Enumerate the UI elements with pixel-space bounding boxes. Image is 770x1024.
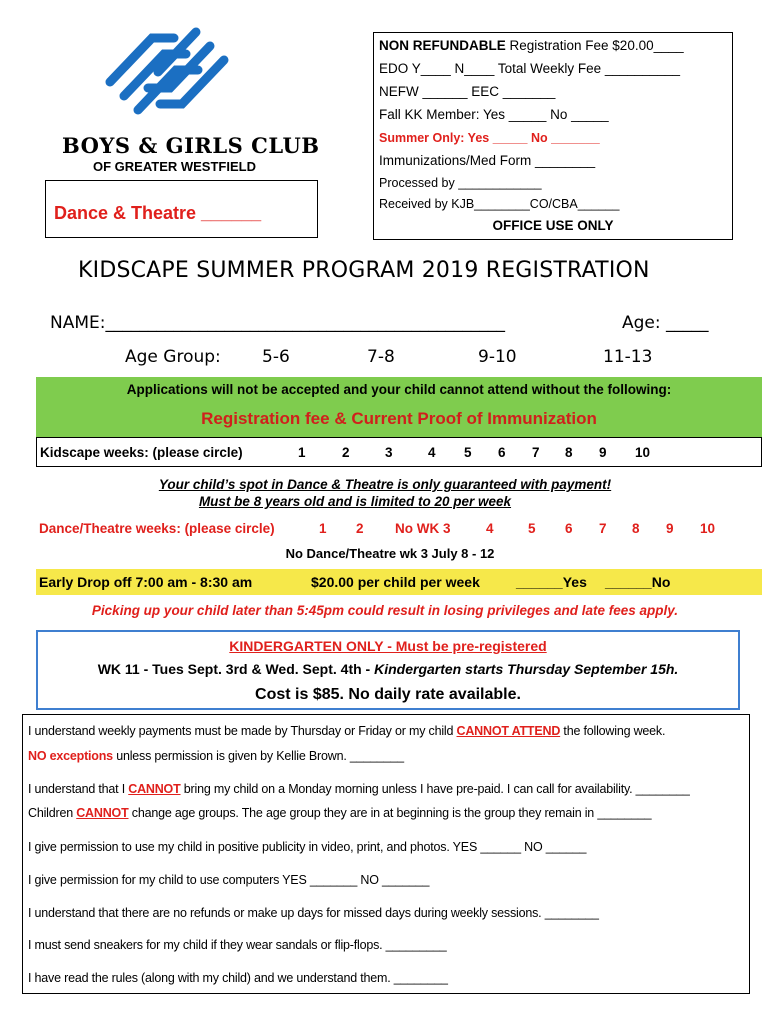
dance-notice-line2: Must be 8 years old and is limited to 20 per week bbox=[198, 494, 512, 509]
requirements-band bbox=[36, 377, 762, 437]
dance-week-9[interactable]: 9 bbox=[666, 521, 674, 536]
kidscape-week-9[interactable]: 9 bbox=[599, 445, 607, 460]
kindergarten-dates: WK 11 - Tues Sept. 3rd & Wed. Sept. 4th - Kindergarten starts Thursday September 15h. bbox=[97, 661, 679, 677]
kidscape-weeks-row bbox=[36, 437, 762, 467]
age-field[interactable]: Age: _____ bbox=[622, 313, 709, 333]
office-use-box bbox=[373, 32, 733, 240]
dance-week-8[interactable]: 8 bbox=[632, 521, 640, 536]
dance-week-3: No WK 3 bbox=[395, 521, 451, 536]
office-line-immunizations: Immunizations/Med Form ________ bbox=[379, 153, 596, 168]
office-line-nefw: NEFW ______ EEC _______ bbox=[379, 84, 556, 99]
rule-computer-permission[interactable]: I give permission for my child to use computers YES _______ NO _______ bbox=[28, 873, 430, 887]
office-line-summer-only: Summer Only: Yes _____ No _______ bbox=[379, 131, 600, 145]
requirements-notice: Applications will not be accepted and your child cannot attend without the following: bbox=[126, 382, 672, 397]
dance-week-2[interactable]: 2 bbox=[356, 521, 364, 536]
dance-week-1[interactable]: 1 bbox=[319, 521, 327, 536]
rule-publicity-permission[interactable]: I give permission to use my child in positive publicity in video, print, and photos. YES ______ NO ______ bbox=[28, 840, 587, 854]
rules-box bbox=[22, 714, 750, 994]
rule-age-groups[interactable]: Children CANNOT change age groups. The age group they are in at beginning is the group they remain in ________ bbox=[28, 806, 652, 820]
office-line-received: Received by KJB________CO/CBA______ bbox=[379, 197, 620, 211]
program-label-box bbox=[45, 180, 318, 238]
age-group-label: Age Group: bbox=[125, 347, 221, 367]
org-name: BOYS & GIRLS CLUB bbox=[62, 133, 320, 158]
early-dropoff-no[interactable]: ______No bbox=[605, 574, 671, 590]
dance-week-6[interactable]: 6 bbox=[565, 521, 573, 536]
rule-monday-prepaid[interactable]: I understand that I CANNOT bring my child on a Monday morning unless I have pre-paid. I can call for availability. ________ bbox=[28, 782, 690, 796]
kindergarten-cost: Cost is $85. No daily rate available. bbox=[255, 686, 521, 703]
page-title: KIDSCAPE SUMMER PROGRAM 2019 REGISTRATION bbox=[78, 258, 650, 283]
rule-sneakers[interactable]: I must send sneakers for my child if they wear sandals or flip-flops. _________ bbox=[28, 938, 447, 952]
rule-weekly-payments: I understand weekly payments must be made by Thursday or Friday or my child CANNOT ATTEND the following week. bbox=[28, 724, 666, 738]
kidscape-week-5[interactable]: 5 bbox=[464, 445, 472, 460]
name-field[interactable]: NAME:_______________________________________________ bbox=[50, 313, 505, 333]
age-group-11-13[interactable]: 11-13 bbox=[603, 347, 653, 367]
office-line-processed: Processed by ____________ bbox=[379, 176, 542, 190]
kidscape-week-7[interactable]: 7 bbox=[532, 445, 540, 460]
kidscape-week-1[interactable]: 1 bbox=[298, 445, 306, 460]
early-dropoff-price: $20.00 per child per week bbox=[311, 574, 480, 590]
office-use-footer: OFFICE USE ONLY bbox=[492, 218, 614, 233]
early-dropoff-band bbox=[36, 569, 762, 595]
dance-week-10[interactable]: 10 bbox=[700, 521, 716, 536]
dance-notice-line1: Your child’s spot in Dance & Theatre is only guaranteed with payment! bbox=[158, 477, 612, 492]
office-line-fall-kk: Fall KK Member: Yes _____ No _____ bbox=[379, 107, 609, 122]
pickup-warning: Picking up your child later than 5:45pm could result in losing privileges and late fees apply. bbox=[91, 603, 679, 618]
kidscape-week-10[interactable]: 10 bbox=[635, 445, 651, 460]
age-group-7-8[interactable]: 7-8 bbox=[367, 347, 395, 367]
kindergarten-box bbox=[36, 630, 740, 710]
kidscape-week-6[interactable]: 6 bbox=[498, 445, 506, 460]
dance-week-4[interactable]: 4 bbox=[486, 521, 494, 536]
kidscape-weeks-label: Kidscape weeks: (please circle) bbox=[40, 445, 243, 460]
kidscape-week-3[interactable]: 3 bbox=[385, 445, 393, 460]
kidscape-week-4[interactable]: 4 bbox=[428, 445, 436, 460]
club-logo-icon bbox=[102, 20, 232, 130]
kidscape-week-2[interactable]: 2 bbox=[342, 445, 350, 460]
rule-no-exceptions[interactable]: NO exceptions unless permission is given by Kellie Brown. ________ bbox=[28, 749, 404, 763]
dance-week-7[interactable]: 7 bbox=[599, 521, 607, 536]
dance-weeks-note: No Dance/Theatre wk 3 July 8 - 12 bbox=[285, 546, 495, 561]
program-label: Dance & Theatre ______ bbox=[54, 203, 262, 223]
dance-weeks-label: Dance/Theatre weeks: (please circle) bbox=[39, 521, 275, 536]
office-line-edo: EDO Y____ N____ Total Weekly Fee __________ bbox=[379, 61, 680, 76]
requirements-items: Registration fee & Current Proof of Immunization bbox=[201, 409, 597, 428]
early-dropoff-yes[interactable]: ______Yes bbox=[516, 574, 587, 590]
org-subtitle: OF GREATER WESTFIELD bbox=[93, 159, 256, 174]
dance-week-5[interactable]: 5 bbox=[528, 521, 536, 536]
rule-read-rules[interactable]: I have read the rules (along with my child) and we understand them. ________ bbox=[28, 971, 448, 985]
early-dropoff-label: Early Drop off 7:00 am - 8:30 am bbox=[39, 574, 253, 590]
office-line-fee: NON REFUNDABLE Registration Fee $20.00____ bbox=[379, 38, 684, 53]
kindergarten-heading: KINDERGARTEN ONLY - Must be pre-registered bbox=[229, 638, 547, 654]
rule-no-refunds[interactable]: I understand that there are no refunds or make up days for missed days during weekly sessions. ________ bbox=[28, 906, 599, 920]
kidscape-week-8[interactable]: 8 bbox=[565, 445, 573, 460]
age-group-5-6[interactable]: 5-6 bbox=[262, 347, 290, 367]
age-group-9-10[interactable]: 9-10 bbox=[478, 347, 517, 367]
